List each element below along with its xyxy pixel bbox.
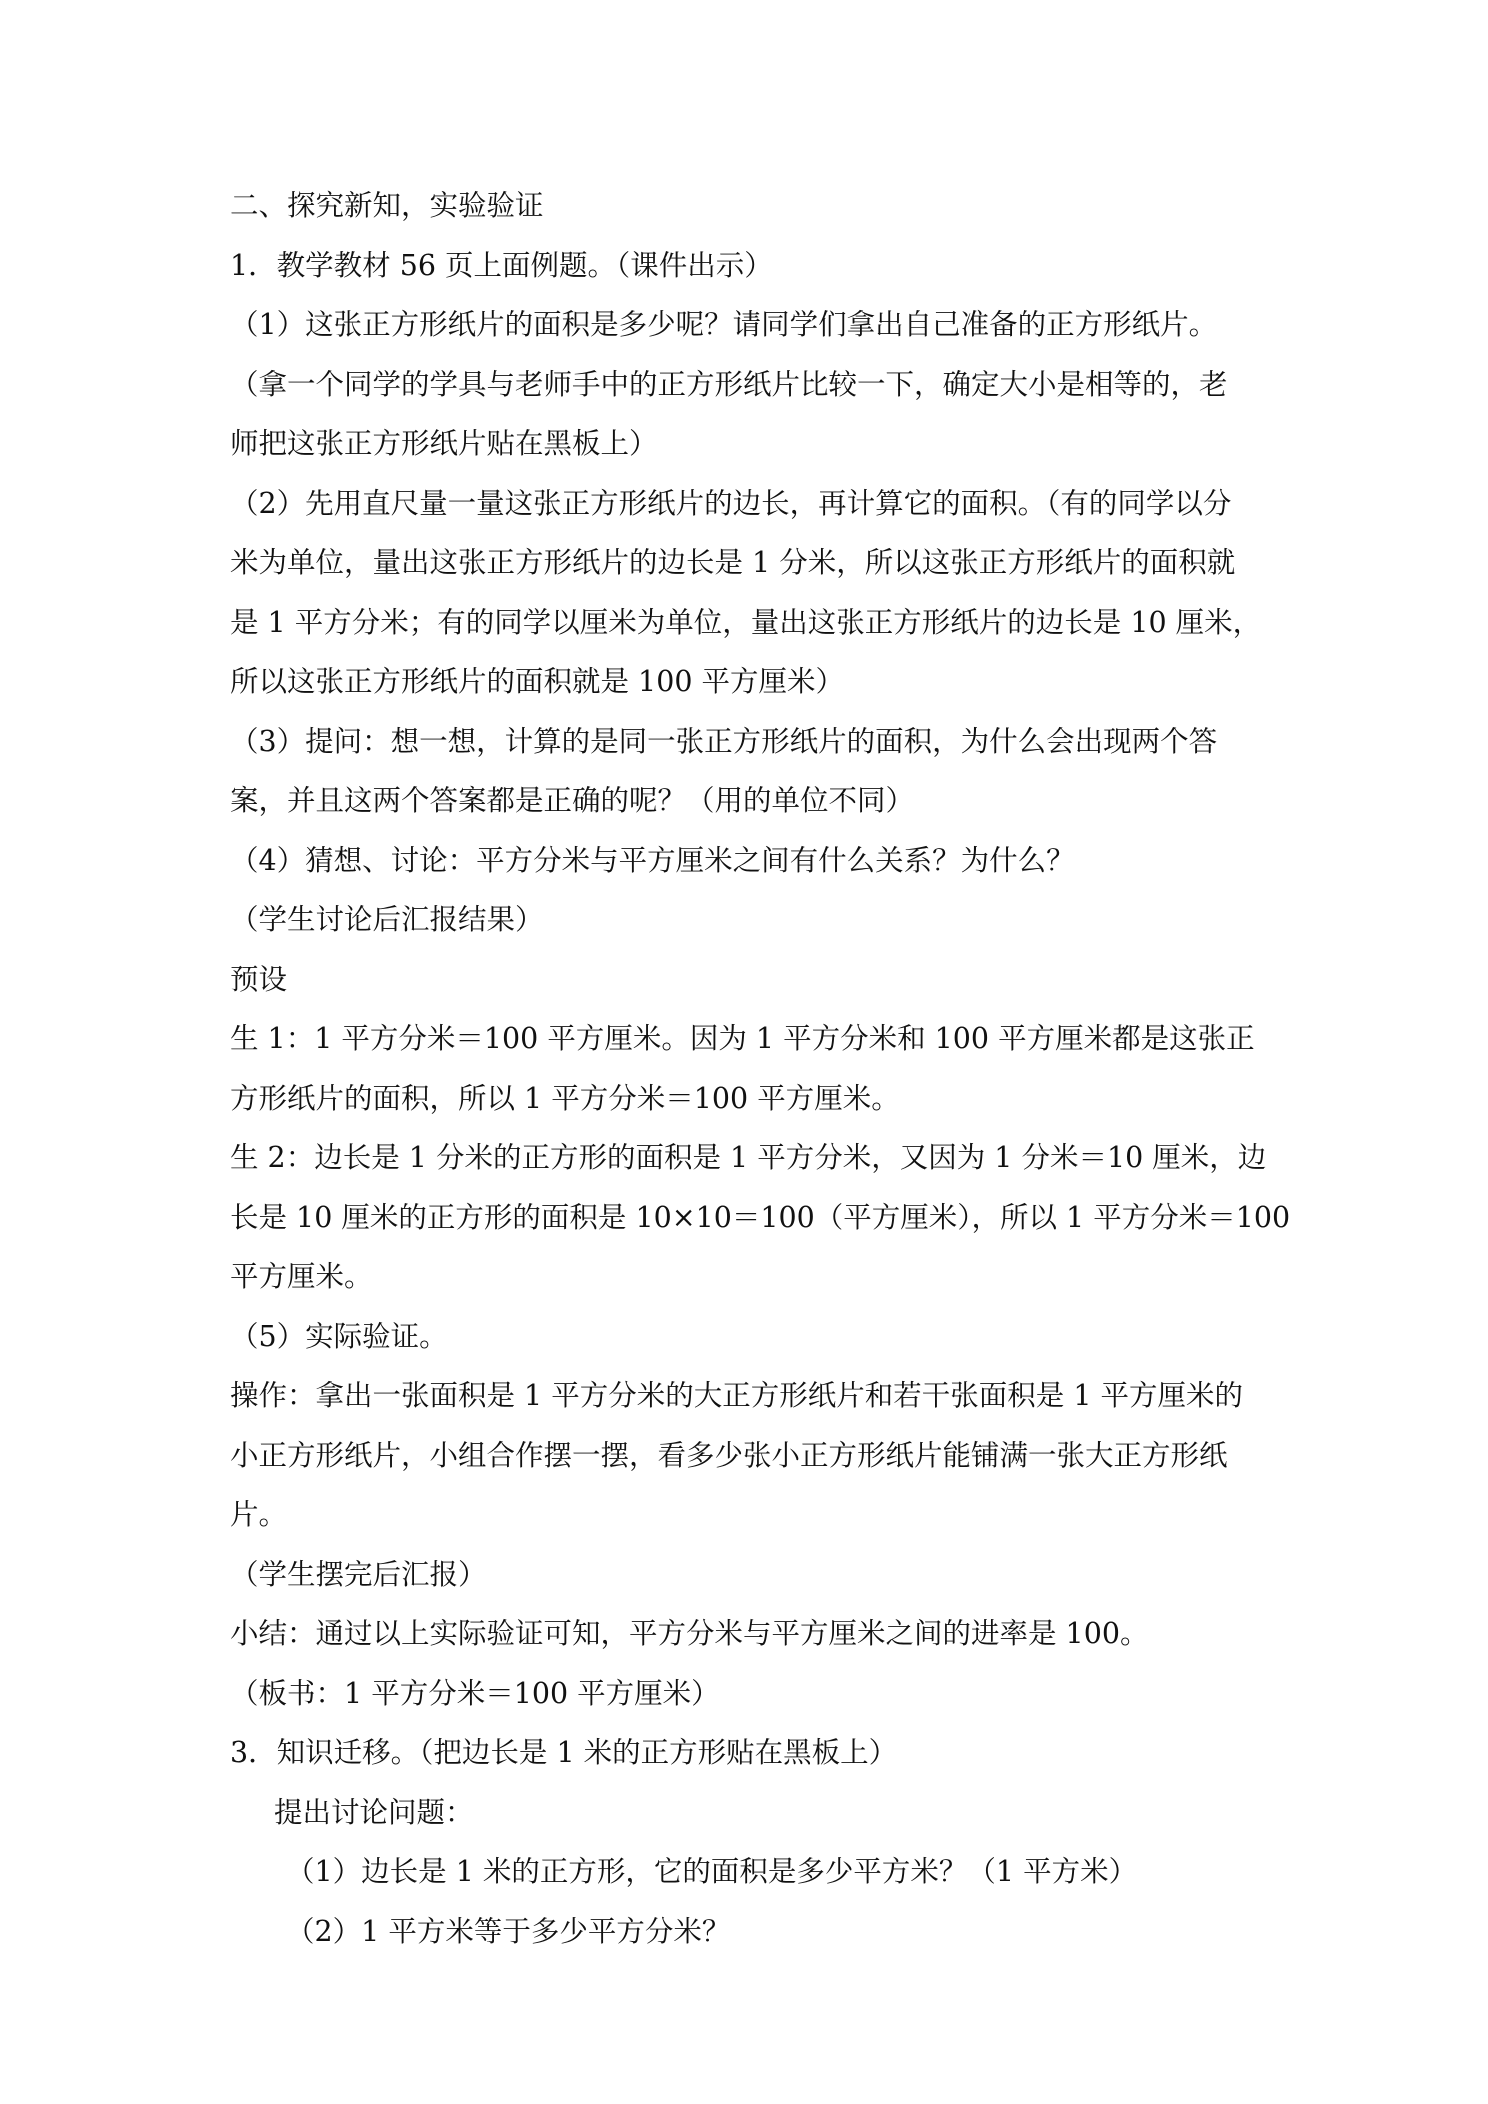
text-line: 方形纸片的面积，所以 1 平方分米＝100 平方厘米。 <box>230 1081 900 1115</box>
text-line: 是 1 平方分米；有的同学以厘米为单位，量出这张正方形纸片的边长是 10 厘米， <box>230 605 1262 639</box>
text-line: （学生摆完后汇报） <box>230 1557 487 1591</box>
text-line: 预设 <box>230 962 288 996</box>
text-line: 二、探究新知，实验验证 <box>230 189 544 222</box>
text-line: 师把这张正方形纸片贴在黑板上） <box>230 427 658 460</box>
text-line: 小结：通过以上实际验证可知，平方分米与平方厘米之间的进率是 100。 <box>230 1617 1149 1650</box>
text-line: （4）猜想、讨论：平方分米与平方厘米之间有什么关系？为什么？ <box>230 843 1075 877</box>
text-line: 米为单位，量出这张正方形纸片的边长是 1 分米，所以这张正方形纸片的面积就 <box>230 546 1236 579</box>
text-line: 1．教学教材 56 页上面例题。（课件出示） <box>230 248 773 282</box>
text-line: 生 2：边长是 1 分米的正方形的面积是 1 平方分米，又因为 1 分米＝10 厘米，边 <box>230 1141 1267 1174</box>
text-line: 长是 10 厘米的正方形的面积是 10×10＝100（平方厘米），所以 1 平方分米＝100 <box>230 1200 1291 1234</box>
text-line: 案，并且这两个答案都是正确的呢？（用的单位不同） <box>230 784 915 817</box>
text-line: 小正方形纸片，小组合作摆一摆，看多少张小正方形纸片能铺满一张大正方形纸 <box>230 1438 1228 1472</box>
document-body <box>230 176 1291 1961</box>
text-line: （1）边长是 1 米的正方形，它的面积是多少平方米？（1 平方米） <box>286 1855 1138 1888</box>
text-line: （3）提问：想一想，计算的是同一张正方形纸片的面积，为什么会出现两个答 <box>230 724 1218 758</box>
text-line: 3．知识迁移。（把边长是 1 米的正方形贴在黑板上） <box>230 1736 898 1769</box>
text-line: （2）先用直尺量一量这张正方形纸片的边长，再计算它的面积。（有的同学以分 <box>230 486 1232 520</box>
text-line: 提出讨论问题： <box>274 1795 474 1829</box>
text-line: 生 1：1 平方分米＝100 平方厘米。因为 1 平方分米和 100 平方厘米都是这张正 <box>230 1022 1255 1055</box>
text-line: （拿一个同学的学具与老师手中的正方形纸片比较一下，确定大小是相等的，老 <box>230 367 1228 401</box>
text-line: 片。 <box>230 1498 288 1531</box>
text-line: （1）这张正方形纸片的面积是多少呢？请同学们拿出自己准备的正方形纸片。 <box>230 308 1218 341</box>
text-line: 所以这张正方形纸片的面积就是 100 平方厘米） <box>230 665 845 698</box>
text-line: （5）实际验证。 <box>230 1319 448 1353</box>
text-line: （学生讨论后汇报结果） <box>230 903 544 936</box>
text-line: （板书：1 平方分米＝100 平方厘米） <box>230 1676 720 1710</box>
text-line: 平方厘米。 <box>230 1260 373 1293</box>
text-line: （2）1 平方米等于多少平方分米？ <box>286 1914 731 1948</box>
text-line: 操作：拿出一张面积是 1 平方分米的大正方形纸片和若干张面积是 1 平方厘米的 <box>230 1379 1244 1412</box>
